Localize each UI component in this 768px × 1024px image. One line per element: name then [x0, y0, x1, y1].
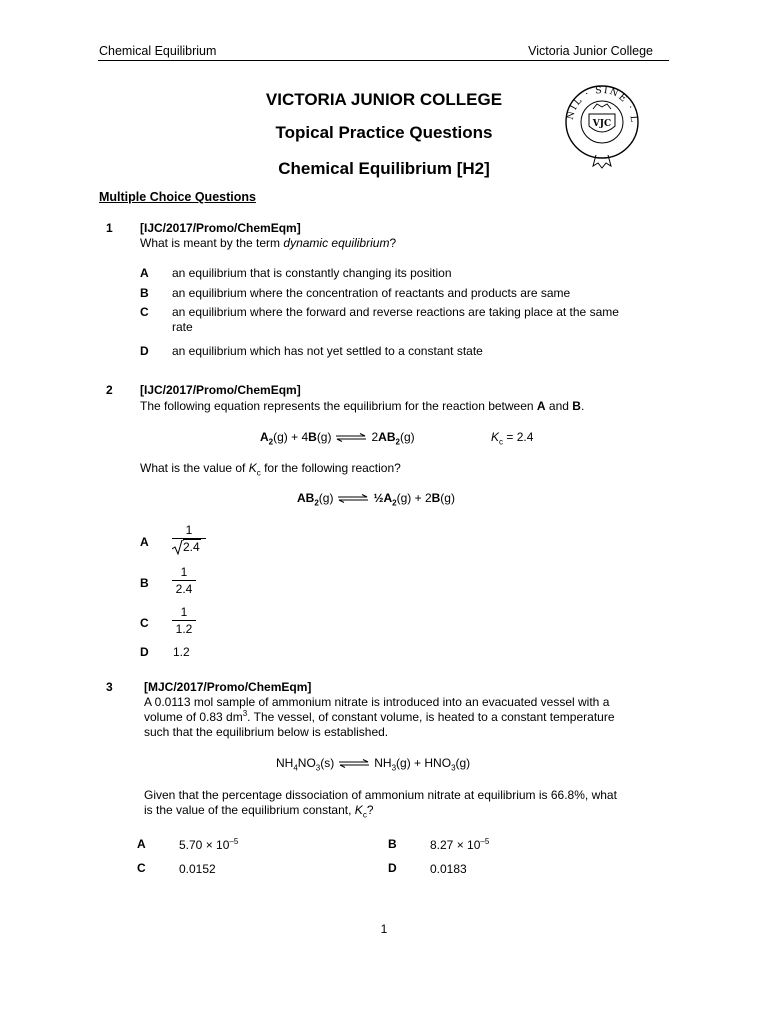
value-text: 5.70 × 10 — [179, 838, 230, 852]
fraction-option-a — [172, 522, 206, 555]
question-stem — [140, 236, 396, 250]
school-title: VICTORIA JUNIOR COLLEGE — [265, 90, 503, 109]
option-letter: B — [388, 837, 397, 851]
option-letter: A — [140, 266, 149, 280]
option-text: an equilibrium where the forward and reverse reactions are taking place at the same — [172, 305, 619, 319]
question-number: 3 — [106, 680, 113, 694]
species-b: B — [572, 399, 581, 413]
section-heading: Multiple Choice Questions — [99, 190, 256, 204]
question-prompt — [140, 461, 401, 478]
stem-text: . — [580, 399, 585, 413]
svg-text:NIL · SINE · LABORE: NIL · SINE · L — [564, 84, 640, 124]
stem-text: . The vessel, of constant volume, is heated to a constant temperature — [247, 710, 615, 724]
header-rule — [98, 60, 669, 61]
question-prompt-line: Given that the percentage dissociation of ammonium nitrate at equilibrium is 66.8%, what — [144, 788, 617, 802]
stem-term: dynamic equilibrium — [283, 236, 390, 250]
question-stem — [140, 399, 584, 413]
option-letter: A — [140, 535, 149, 549]
value-text: 8.27 × 10 — [430, 838, 481, 852]
kc-symbol: K — [491, 430, 500, 444]
option-letter: D — [140, 344, 149, 358]
numerator: 1 — [185, 523, 193, 537]
option-letter: C — [140, 616, 149, 630]
kc-subscript: c — [362, 810, 367, 820]
option-letter: B — [140, 286, 149, 300]
option-letter: D — [140, 645, 149, 659]
numerator: 1 — [180, 565, 188, 579]
species-a: A — [536, 399, 546, 413]
prompt-text: is the value of the equilibrium constant, — [144, 803, 355, 817]
option-value — [179, 838, 238, 852]
superscript: 3 — [242, 709, 248, 718]
option-letter: C — [137, 861, 146, 875]
dissociation-equation: $NH_4NO_3(s) NH_3(g) + HNO_3(g)$ — [276, 756, 471, 773]
option-text: an equilibrium which has not yet settled to a constant state — [172, 344, 483, 358]
kc-subscript: c — [256, 468, 261, 478]
stem-text: The following equation represents the equilibrium for the reaction between — [140, 399, 537, 413]
denominator: 1.2 — [175, 622, 193, 636]
stem-text: and — [545, 399, 573, 413]
exponent: –5 — [480, 837, 490, 846]
denominator: 2.4 — [183, 540, 200, 554]
header-left: Chemical Equilibrium — [99, 44, 217, 58]
equilibrium-equation: $A_2(g) + 4B(g)$ $2AB_2(g)$ — [260, 430, 415, 447]
denominator: 2.4 — [175, 582, 193, 596]
kc-symbol: K — [354, 803, 363, 817]
option-letter: C — [140, 305, 149, 319]
option-text: an equilibrium that is constantly changing its position — [172, 266, 452, 280]
subtitle: Topical Practice Questions — [275, 123, 493, 142]
question-stem-line: such that the equilibrium below is established. — [144, 725, 389, 739]
question-stem-line — [144, 710, 615, 724]
option-value — [430, 838, 489, 852]
stem-text: ? — [389, 236, 397, 250]
option-text: an equilibrium where the concentration of reactants and products are same — [172, 286, 571, 300]
prompt-text: ? — [366, 803, 374, 817]
question-source: [IJC/2017/Promo/ChemEqm] — [140, 221, 301, 235]
equilibrium-arrows-icon — [335, 433, 367, 442]
option-value: 0.0183 — [430, 862, 467, 876]
svg-text:VJC: VJC — [592, 119, 612, 129]
option-text: 1.2 — [173, 645, 190, 659]
stem-text: What is meant by the term — [140, 236, 284, 250]
option-text-continued: rate — [172, 320, 193, 334]
fraction-option-c — [172, 604, 196, 637]
kc-subscript: c — [499, 437, 504, 447]
equilibrium-arrows-icon — [337, 494, 369, 503]
option-value: 0.0152 — [179, 862, 216, 876]
question-source: [MJC/2017/Promo/ChemEqm] — [144, 680, 312, 694]
equilibrium-arrows-icon — [338, 759, 370, 768]
header-right: Victoria Junior College — [528, 44, 653, 58]
option-letter: A — [137, 837, 146, 851]
prompt-text: What is the value of — [140, 461, 249, 475]
option-letter: B — [140, 576, 149, 590]
question-stem-line: A 0.0113 mol sample of ammonium nitrate is introduced into an evacuated vessel with a — [144, 695, 610, 709]
reverse-equation: $AB_2(g)$ $\frac{1}{2}A_2(g) + 2B(g)$ — [297, 491, 455, 508]
page-number: 1 — [380, 922, 388, 936]
school-crest-logo — [563, 76, 641, 176]
equilibrium-constant — [491, 430, 534, 447]
stem-text: volume of 0.83 dm — [144, 710, 243, 724]
option-letter: D — [388, 861, 397, 875]
exponent: –5 — [229, 837, 239, 846]
fraction-option-b — [172, 564, 196, 597]
question-prompt-line — [144, 803, 374, 820]
numerator: 1 — [180, 605, 188, 619]
question-number: 2 — [106, 383, 113, 397]
question-source: [IJC/2017/Promo/ChemEqm] — [140, 383, 301, 397]
question-number: 1 — [106, 221, 113, 235]
kc-value: = 2.4 — [503, 430, 534, 444]
kc-symbol: K — [248, 461, 257, 475]
topic-title: Chemical Equilibrium [H2] — [278, 159, 490, 178]
prompt-text: for the following reaction? — [260, 461, 401, 475]
